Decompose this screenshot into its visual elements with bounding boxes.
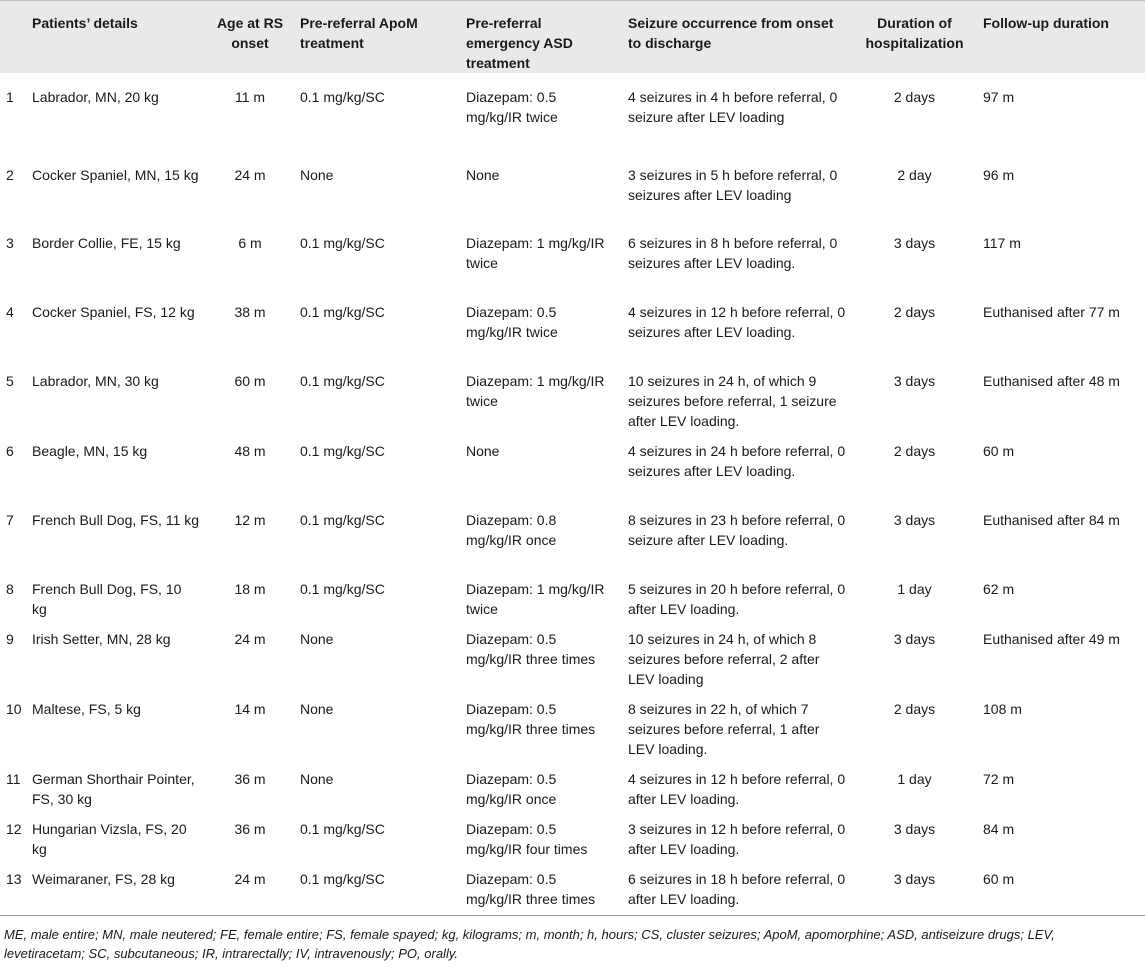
- cell-index: 1: [6, 89, 14, 105]
- cell-apom: None: [300, 771, 334, 787]
- cell-hospitalization: 3 days: [893, 631, 936, 647]
- cell-age: 24 m: [234, 167, 266, 183]
- cell-apom: 0.1 mg/kg/SC: [300, 443, 385, 459]
- cell-patient: Beagle, MN, 15 kg: [32, 443, 148, 459]
- table-row: [0, 155, 1145, 223]
- cell-index: 7: [6, 512, 14, 528]
- cell-asd: Diazepam: 0.5 mg/kg/IR three times: [466, 631, 596, 667]
- cell-asd: Diazepam: 0.5 mg/kg/IR four times: [466, 821, 588, 857]
- cell-index: 13: [6, 871, 22, 887]
- cell-seizures: 4 seizures in 12 h before referral, 0 after LEV loading.: [628, 771, 846, 807]
- cell-follow-up: Euthanised after 49 m: [983, 631, 1120, 647]
- cell-index: 4: [6, 304, 14, 320]
- header-asd-treatment: Pre-referral emergency ASD treatment: [460, 0, 622, 73]
- cell-follow-up: 84 m: [983, 821, 1015, 837]
- table-row: [0, 809, 1145, 859]
- cell-hospitalization: 3 days: [893, 821, 936, 837]
- cell-age: 18 m: [234, 581, 266, 597]
- cell-follow-up: Euthanised after 77 m: [983, 304, 1120, 320]
- cell-index: 9: [6, 631, 14, 647]
- cell-index: 8: [6, 581, 14, 597]
- cell-asd: None: [466, 167, 500, 183]
- cell-seizures: 6 seizures in 18 h before referral, 0 after LEV loading.: [628, 871, 846, 907]
- cell-asd: None: [466, 443, 500, 459]
- header-apom-treatment: Pre-referral ApoM treatment: [294, 0, 460, 73]
- cell-index: 10: [6, 701, 22, 717]
- cell-follow-up: 117 m: [983, 235, 1021, 251]
- header-seizure-occurrence: Seizure occurrence from onset to discharge: [622, 0, 852, 73]
- cell-index: 6: [6, 443, 14, 459]
- cell-seizures: 3 seizures in 12 h before referral, 0 after LEV loading.: [628, 821, 846, 857]
- cell-asd: Diazepam: 0.5 mg/kg/IR once: [466, 771, 557, 807]
- cell-hospitalization: 3 days: [893, 512, 936, 528]
- cell-patient: Weimaraner, FS, 28 kg: [32, 871, 175, 887]
- cell-follow-up: 60 m: [983, 871, 1015, 887]
- cell-asd: Diazepam: 0.5 mg/kg/IR twice: [466, 89, 558, 125]
- cell-asd: Diazepam: 0.8 mg/kg/IR once: [466, 512, 557, 548]
- cell-follow-up: 62 m: [983, 581, 1015, 597]
- cell-age: 11 m: [234, 89, 266, 105]
- cell-age: 60 m: [234, 373, 266, 389]
- cell-age: 48 m: [234, 443, 266, 459]
- table-row: [0, 569, 1145, 619]
- cell-index: 12: [6, 821, 22, 837]
- cell-follow-up: 96 m: [983, 167, 1015, 183]
- cell-hospitalization: 2 day: [897, 167, 932, 183]
- cell-asd: Diazepam: 1 mg/kg/IR twice: [466, 581, 605, 617]
- cell-patient: Hungarian Vizsla, FS, 20 kg: [32, 821, 187, 857]
- table-row: [0, 500, 1145, 569]
- cell-apom: None: [300, 701, 334, 717]
- cell-patient: French Bull Dog, FS, 11 kg: [32, 512, 200, 528]
- cell-age: 36 m: [234, 821, 266, 837]
- cell-index: 5: [6, 373, 14, 389]
- header-age-onset: Age at RS onset: [206, 0, 294, 73]
- cell-seizures: 8 seizures in 23 h before referral, 0 seizure after LEV loading.: [628, 512, 846, 548]
- cell-apom: 0.1 mg/kg/SC: [300, 871, 385, 887]
- table-footnote: ME, male entire; MN, male neutered; FE, female entire; FS, female spayed; kg, kilograms; m, month; h, hours; CS, cluster seizures; ApoM, apomorphine; ASD, antiseizure drugs; LEV, levetiracetam; SC, subcutaneous; IR, intrarectally; IV, intravenously; PO, orally.: [4, 927, 1055, 961]
- cell-seizures: 4 seizures in 24 h before referral, 0 seizures after LEV loading.: [628, 443, 846, 479]
- cell-index: 11: [6, 771, 21, 787]
- cell-patient: Cocker Spaniel, MN, 15 kg: [32, 167, 199, 183]
- cell-follow-up: 97 m: [983, 89, 1015, 105]
- cell-patient: Maltese, FS, 5 kg: [32, 701, 141, 717]
- cell-follow-up: 72 m: [983, 771, 1015, 787]
- cell-age: 14 m: [234, 701, 266, 717]
- cell-index: 3: [6, 235, 14, 251]
- cell-age: 38 m: [234, 304, 266, 320]
- cell-seizures: 10 seizures in 24 h, of which 9 seizures before referral, 1 seizure after LEV loading.: [628, 373, 837, 429]
- cell-seizures: 6 seizures in 8 h before referral, 0 seizures after LEV loading.: [628, 235, 838, 271]
- cell-asd: Diazepam: 0.5 mg/kg/IR three times: [466, 871, 596, 907]
- cell-patient: German Shorthair Pointer, FS, 30 kg: [32, 771, 195, 807]
- cell-seizures: 4 seizures in 4 h before referral, 0 seizure after LEV loading: [628, 89, 838, 125]
- cell-age: 12 m: [234, 512, 266, 528]
- table-row: [0, 759, 1145, 809]
- table-row: [0, 361, 1145, 431]
- cell-apom: 0.1 mg/kg/SC: [300, 89, 385, 105]
- cell-age: 24 m: [234, 631, 266, 647]
- cell-patient: Irish Setter, MN, 28 kg: [32, 631, 171, 647]
- table-row: [0, 689, 1145, 759]
- cell-age: 36 m: [234, 771, 266, 787]
- cell-patient: Cocker Spaniel, FS, 12 kg: [32, 304, 195, 320]
- cell-asd: Diazepam: 1 mg/kg/IR twice: [466, 373, 605, 409]
- cell-apom: 0.1 mg/kg/SC: [300, 581, 385, 597]
- cell-apom: None: [300, 631, 334, 647]
- cell-patient: French Bull Dog, FS, 10 kg: [32, 581, 182, 617]
- cell-hospitalization: 3 days: [893, 235, 936, 251]
- table-row: [0, 859, 1145, 916]
- cell-hospitalization: 1 day: [897, 771, 932, 787]
- cell-seizures: 3 seizures in 5 h before referral, 0 seizures after LEV loading: [628, 167, 838, 203]
- cell-patient: Labrador, MN, 20 kg: [32, 89, 159, 105]
- cell-patient: Labrador, MN, 30 kg: [32, 373, 159, 389]
- cell-hospitalization: 2 days: [893, 304, 936, 320]
- table-row: [0, 73, 1145, 155]
- header-row: [0, 0, 1145, 73]
- table-row: [0, 619, 1145, 689]
- cell-seizures: 8 seizures in 22 h, of which 7 seizures before referral, 1 after LEV loading.: [628, 701, 820, 757]
- cell-hospitalization: 3 days: [893, 871, 936, 887]
- header-follow-up: Follow-up duration: [977, 0, 1145, 73]
- cell-age: 24 m: [234, 871, 266, 887]
- cell-asd: Diazepam: 1 mg/kg/IR twice: [466, 235, 605, 271]
- cell-apom: 0.1 mg/kg/SC: [300, 821, 385, 837]
- table-top-rule: [0, 0, 1145, 1]
- cell-index: 2: [6, 167, 14, 183]
- table-row: [0, 431, 1145, 500]
- cell-age: 6 m: [238, 235, 262, 251]
- cell-seizures: 10 seizures in 24 h, of which 8 seizures before referral, 2 after LEV loading: [628, 631, 820, 687]
- cell-apom: 0.1 mg/kg/SC: [300, 235, 385, 251]
- cell-apom: 0.1 mg/kg/SC: [300, 373, 385, 389]
- cell-hospitalization: 1 day: [897, 581, 932, 597]
- cell-seizures: 5 seizures in 20 h before referral, 0 after LEV loading.: [628, 581, 846, 617]
- cell-hospitalization: 2 days: [893, 701, 936, 717]
- header-hospitalization: Duration of hospitalization: [852, 0, 977, 73]
- cell-asd: Diazepam: 0.5 mg/kg/IR three times: [466, 701, 596, 737]
- table-row: [0, 223, 1145, 292]
- cell-follow-up: Euthanised after 84 m: [983, 512, 1120, 528]
- cell-apom: 0.1 mg/kg/SC: [300, 512, 385, 528]
- cell-follow-up: Euthanised after 48 m: [983, 373, 1120, 389]
- cell-hospitalization: 3 days: [893, 373, 936, 389]
- cell-patient: Border Collie, FE, 15 kg: [32, 235, 181, 251]
- cell-apom: None: [300, 167, 334, 183]
- header-patients-details: Patients’ details: [26, 0, 206, 73]
- table-row: [0, 292, 1145, 361]
- table-bottom-rule: [0, 915, 1145, 916]
- cell-hospitalization: 2 days: [893, 89, 936, 105]
- cell-follow-up: 60 m: [983, 443, 1015, 459]
- cell-asd: Diazepam: 0.5 mg/kg/IR twice: [466, 304, 558, 340]
- header-index: [0, 0, 26, 73]
- cell-seizures: 4 seizures in 12 h before referral, 0 seizures after LEV loading.: [628, 304, 846, 340]
- cell-follow-up: 108 m: [983, 701, 1022, 717]
- cell-hospitalization: 2 days: [893, 443, 936, 459]
- cell-apom: 0.1 mg/kg/SC: [300, 304, 385, 320]
